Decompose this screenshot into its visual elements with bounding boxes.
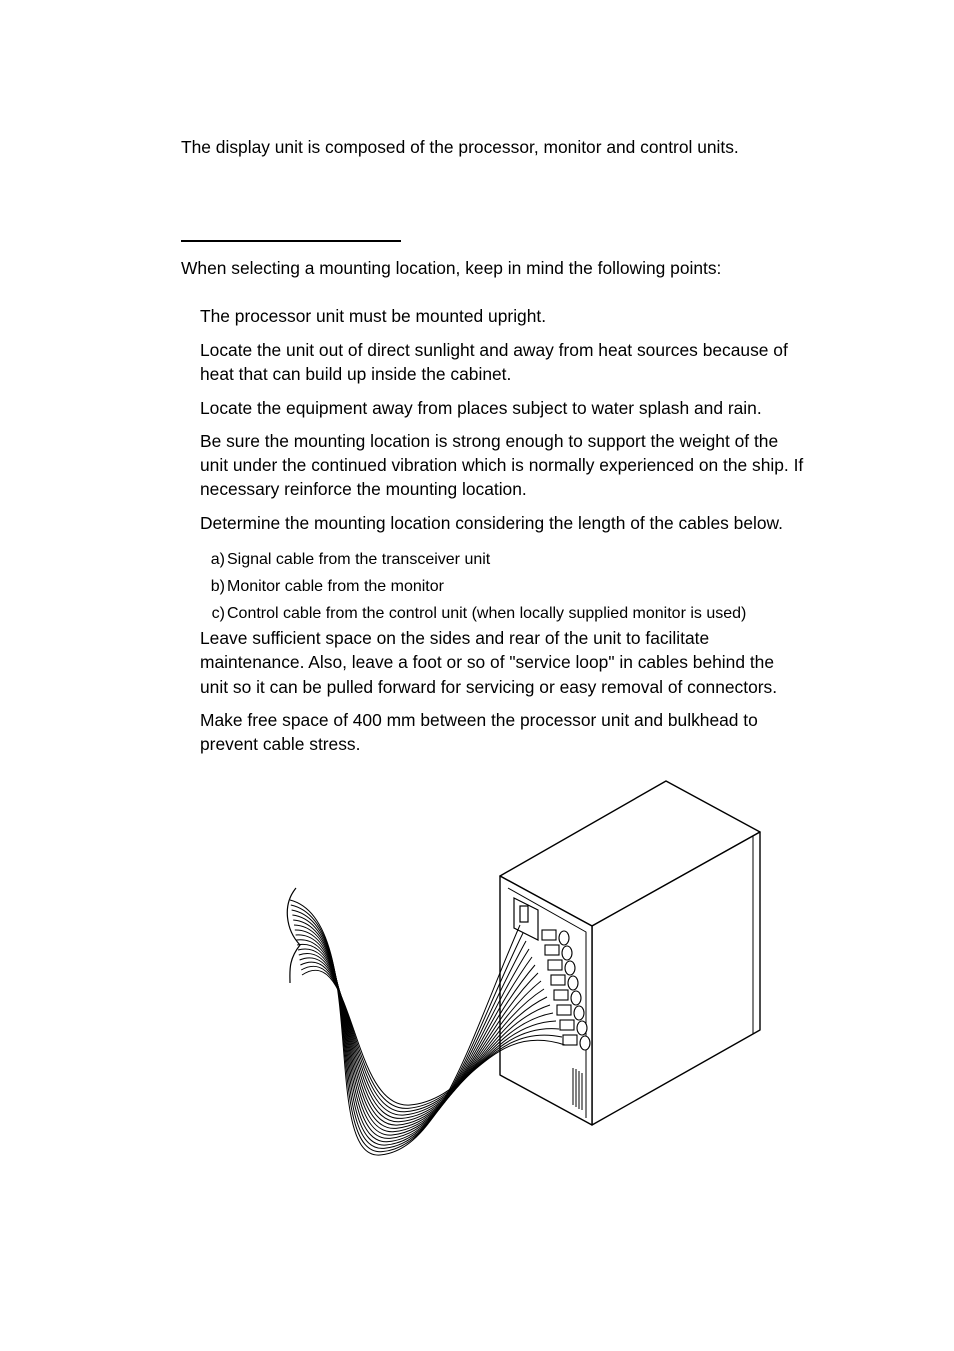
cable-item-text: Monitor cable from the monitor (227, 578, 444, 595)
connector-plug (568, 976, 578, 990)
connector-plug (577, 1021, 587, 1035)
mounting-intro-text: When selecting a mounting location, keep in mind the following points: (181, 258, 722, 278)
connector-plug (562, 946, 572, 960)
connector (551, 975, 565, 985)
point-4-line-3: necessary reinforce the mounting location. (200, 479, 527, 499)
cable-item-b (205, 576, 444, 598)
connector-plug (574, 1006, 584, 1020)
point-7-line-2: prevent cable stress. (200, 734, 361, 754)
cable-item-label: c) (211, 605, 225, 622)
point-6-line-1: Leave sufficient space on the sides and rear of the unit to facilitate (200, 628, 710, 648)
point-6-line-2: maintenance. Also, leave a foot or so of "service loop" in cables behind the (200, 652, 775, 672)
connector-plug (580, 1036, 590, 1050)
point-2-line-1: Locate the unit out of direct sunlight and away from heat sources because of (200, 340, 788, 360)
connector (545, 945, 559, 955)
connector (548, 960, 562, 970)
cable-bundle-cut-end (287, 888, 300, 983)
connector (554, 990, 568, 1000)
cable-item-label: b) (210, 578, 225, 595)
connector-plug (565, 961, 575, 975)
cable-item-label: a) (210, 551, 225, 568)
point-2-line-2: heat that can build up inside the cabinet. (200, 364, 512, 384)
cable-item-text: Control cable from the control unit (when locally supplied monitor is used) (227, 605, 747, 622)
connector (557, 1005, 571, 1015)
connector (560, 1020, 574, 1030)
connector (542, 930, 556, 940)
connector-plug (571, 991, 581, 1005)
processor-unit-illustration (270, 775, 770, 1165)
point-5-line-1: Determine the mounting location considering the length of the cables below. (200, 513, 783, 533)
connector-plug (559, 931, 569, 945)
cable-item-text: Signal cable from the transceiver unit (227, 551, 491, 568)
cable-item-c (205, 603, 746, 625)
point-4-line-2: unit under the continued vibration which is normally experienced on the ship. If (200, 455, 804, 475)
connector (563, 1035, 577, 1045)
point-7-line-1: Make free space of 400 mm between the processor unit and bulkhead to (200, 710, 758, 730)
intro-text: The display unit is composed of the processor, monitor and control units. (181, 137, 739, 157)
section-rule (181, 240, 401, 242)
cable-item-a (205, 549, 490, 571)
point-4-line-1: Be sure the mounting location is strong enough to support the weight of the (200, 431, 779, 451)
point-6-line-3: unit so it can be pulled forward for servicing or easy removal of connectors. (200, 677, 778, 697)
point-3-line-1: Locate the equipment away from places subject to water splash and rain. (200, 398, 762, 418)
point-1-line-1: The processor unit must be mounted upright. (200, 306, 547, 326)
